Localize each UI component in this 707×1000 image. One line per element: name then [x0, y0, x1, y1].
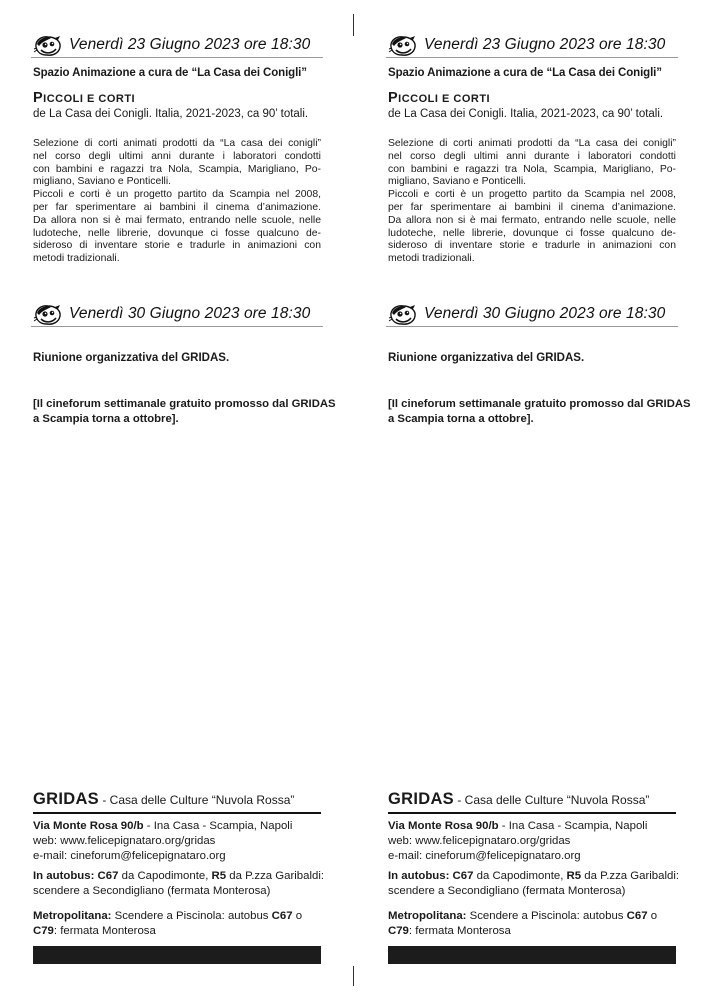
cut-mark-top — [353, 14, 354, 36]
bus-text: da P.zza Garibaldi: — [226, 870, 325, 882]
event-date: Venerdì 23 Giugno 2023 ore 18:30 — [424, 36, 666, 53]
description-line: per far sperimentare ai bambini il cinema d’animazione. — [33, 201, 321, 213]
event-header — [386, 35, 678, 58]
event-header — [31, 304, 323, 327]
bus-line-row — [33, 869, 325, 884]
description-line: con bambini e ragazzi tra Nola, Scampia, Marigliano, Po- — [388, 163, 676, 175]
description-line: con bambini e ragazzi tra Nola, Scampia, Marigliano, Po- — [33, 163, 321, 175]
note-line: a Scampia torna a ottobre]. — [33, 413, 179, 425]
description-line: Piccoli e corti è un progetto partito da Scampia nel 2008, — [33, 189, 321, 201]
description-line: sideroso di inventare storie e tradurle in animazioni con — [33, 240, 321, 252]
bus-directions — [388, 869, 680, 899]
email-link[interactable]: e-mail: cineforum@felicepignataro.org — [33, 850, 226, 862]
bus-directions — [33, 869, 325, 899]
metro-text: : fermata Monterosa — [408, 925, 511, 937]
address-line — [388, 819, 676, 834]
description-line: migliano, Saviano e Ponticelli. — [388, 176, 527, 188]
footer-separator: - — [453, 793, 465, 807]
address-line — [33, 819, 321, 834]
footer-address — [33, 819, 321, 864]
event-date: Venerdì 30 Giugno 2023 ore 18:30 — [424, 305, 666, 322]
metro-label: Metropolitana: — [33, 910, 112, 922]
bus-line-number: R5 — [566, 870, 582, 882]
film-description — [388, 138, 676, 266]
bus-line-number: C67 — [271, 910, 293, 922]
film-credits: de La Casa dei Conigli. Italia, 2021-2023, ca 90’ totali. — [388, 108, 664, 120]
metro-row — [33, 909, 321, 924]
event-header — [31, 35, 323, 58]
bus-line-number: C79 — [33, 925, 54, 937]
description-line: Da allora non si è mai fermato, entrando nelle scuole, nelle — [33, 214, 321, 226]
street-name: Via Monte Rosa 90/b — [33, 820, 144, 832]
event-header — [386, 304, 678, 327]
bus-line-number: C67 — [97, 870, 119, 882]
street-rest: - Ina Casa - Scampia, Napoli — [498, 820, 648, 832]
footer-header — [388, 790, 676, 814]
bus-label: In autobus: — [388, 870, 450, 882]
season-note — [33, 397, 336, 427]
event-date: Venerdì 23 Giugno 2023 ore 18:30 — [69, 36, 311, 53]
bus-line-number: C67 — [452, 870, 474, 882]
flyer-right — [386, 0, 691, 1000]
cut-mark-bottom — [353, 966, 354, 986]
bus-line-number: C79 — [388, 925, 409, 937]
bus-stop-row: scendere a Secondigliano (fermata Monterosa) — [388, 885, 626, 897]
metro-row — [388, 924, 676, 939]
metro-row — [33, 924, 321, 939]
footer-subtitle: Casa delle Culture “Nuvola Rossa” — [109, 793, 295, 807]
description-line: Selezione di corti animati prodotti da “La casa dei conigli” — [388, 138, 676, 149]
season-note — [388, 397, 691, 427]
film-title-initial: P — [388, 90, 399, 106]
footer-subtitle: Casa delle Culture “Nuvola Rossa” — [464, 793, 650, 807]
metro-text: Scendere a Piscinola: autobus — [466, 910, 627, 922]
film-title-rest: ICCOLI E CORTI — [398, 93, 491, 105]
film-title-rest: ICCOLI E CORTI — [43, 93, 136, 105]
street-name: Via Monte Rosa 90/b — [388, 820, 499, 832]
bus-stop-row: scendere a Secondigliano (fermata Monterosa) — [33, 885, 271, 897]
description-line: per far sperimentare ai bambini il cinema d’animazione. — [388, 201, 676, 213]
bus-line-row — [388, 869, 680, 884]
film-description — [33, 138, 321, 266]
metro-label: Metropolitana: — [388, 910, 467, 922]
flyer-left — [31, 0, 336, 1000]
description-line: migliano, Saviano e Ponticelli. — [33, 176, 172, 188]
event-date: Venerdì 30 Giugno 2023 ore 18:30 — [69, 305, 311, 322]
note-line: [Il cineforum settimanale gratuito promosso dal GRIDAS — [33, 398, 336, 410]
description-line: nel corso degli ultimi anni durante i laboratori condotti — [33, 150, 321, 162]
description-line: Da allora non si è mai fermato, entrando nelle scuole, nelle — [388, 214, 676, 226]
footer-header — [33, 790, 321, 814]
bus-text: da Capodimonte, — [473, 870, 567, 882]
bus-line-number: R5 — [211, 870, 227, 882]
bus-text: da P.zza Garibaldi: — [581, 870, 680, 882]
description-line: Piccoli e corti è un progetto partito da Scampia nel 2008, — [388, 189, 676, 201]
metro-directions — [33, 909, 321, 939]
description-line: metodi tradizionali. — [33, 253, 120, 265]
footer-separator: - — [98, 793, 110, 807]
meeting-text: Riunione organizzativa del GRIDAS. — [33, 352, 230, 364]
footer-bar — [33, 946, 321, 964]
note-line: a Scampia torna a ottobre]. — [388, 413, 534, 425]
description-line: metodi tradizionali. — [388, 253, 475, 265]
cartoon-face-logo-icon — [33, 35, 63, 57]
metro-text: o — [292, 910, 303, 922]
film-title — [388, 90, 676, 106]
bus-line-number: C67 — [626, 910, 648, 922]
website-link[interactable]: web: www.felicepignataro.org/gridas — [388, 835, 571, 847]
cartoon-face-logo-icon — [33, 304, 63, 326]
footer-address — [388, 819, 676, 864]
description-line: Selezione di corti animati prodotti da “La casa dei conigli” — [33, 138, 321, 149]
film-title-initial: P — [33, 90, 44, 106]
note-line: [Il cineforum settimanale gratuito promosso dal GRIDAS — [388, 398, 691, 410]
event-organizer: Spazio Animazione a cura de “La Casa dei Conigli” — [388, 67, 662, 79]
description-line: sideroso di inventare storie e tradurle in animazioni con — [388, 240, 676, 252]
bus-label: In autobus: — [33, 870, 95, 882]
footer-org-name: GRIDAS — [388, 790, 454, 808]
street-rest: - Ina Casa - Scampia, Napoli — [143, 820, 293, 832]
cartoon-face-logo-icon — [388, 35, 418, 57]
metro-text: : fermata Monterosa — [53, 925, 156, 937]
website-link[interactable]: web: www.felicepignataro.org/gridas — [33, 835, 216, 847]
description-line: ludoteche, nelle librerie, dovunque ci fosse qualcuno de- — [33, 227, 321, 239]
event-organizer: Spazio Animazione a cura de “La Casa dei Conigli” — [33, 67, 307, 79]
film-title — [33, 90, 321, 106]
description-line: ludoteche, nelle librerie, dovunque ci fosse qualcuno de- — [388, 227, 676, 239]
film-credits: de La Casa dei Conigli. Italia, 2021-2023, ca 90’ totali. — [33, 108, 309, 120]
metro-text: o — [647, 910, 658, 922]
cartoon-face-logo-icon — [388, 304, 418, 326]
bus-text: da Capodimonte, — [118, 870, 212, 882]
metro-directions — [388, 909, 676, 939]
email-link[interactable]: e-mail: cineforum@felicepignataro.org — [388, 850, 581, 862]
footer-org-name: GRIDAS — [33, 790, 99, 808]
description-line: nel corso degli ultimi anni durante i laboratori condotti — [388, 150, 676, 162]
metro-text: Scendere a Piscinola: autobus — [111, 910, 272, 922]
meeting-text: Riunione organizzativa del GRIDAS. — [388, 352, 585, 364]
metro-row — [388, 909, 676, 924]
footer-bar — [388, 946, 676, 964]
